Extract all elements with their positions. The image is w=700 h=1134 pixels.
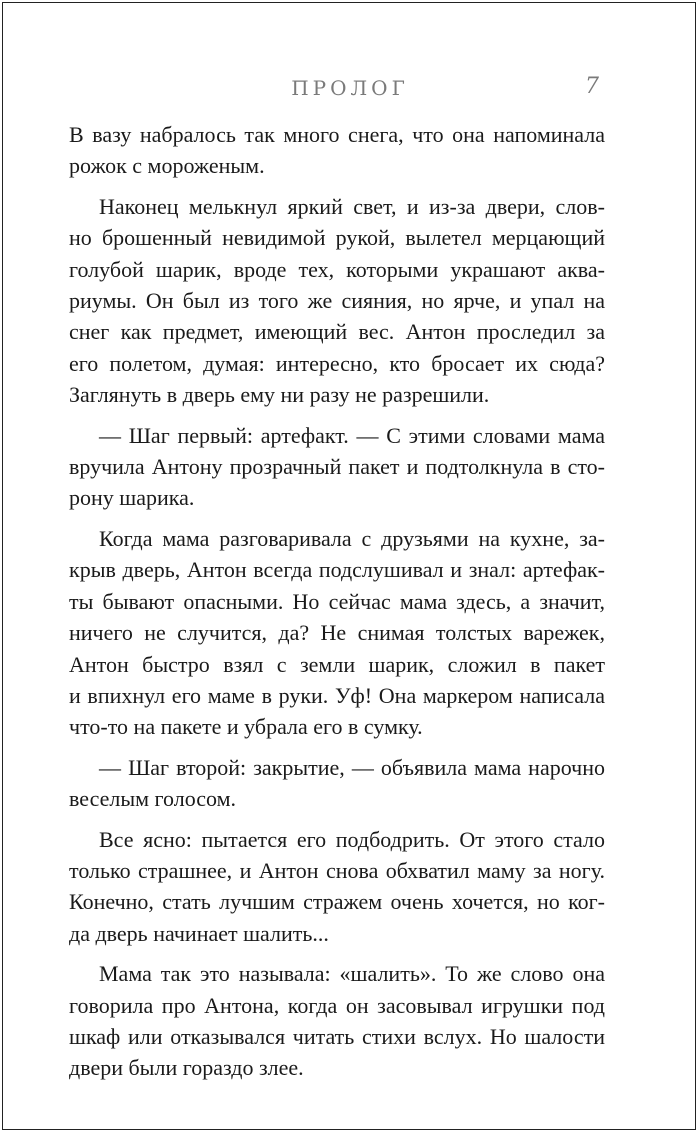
text-line: Мама так это называла: «шалить». То же слово она: [99, 961, 605, 987]
text-line: — Шаг первый: артефакт. — С этими словами мама: [99, 422, 605, 448]
text-line: рону шарика.: [69, 485, 195, 511]
text-line: шкаф или отказывался читать стихи вслух. Но шалости: [69, 1023, 605, 1049]
book-page: [2, 2, 696, 1130]
text-line: Когда мама разговаривала с друзьями на кухне, за-: [99, 525, 605, 551]
text-line: крыв дверь, Антон всегда подслушивал и знал: артефак-: [69, 557, 605, 583]
text-line: и впихнул его маме в руки. Уф! Она маркером написала: [69, 682, 605, 708]
paragraph: [69, 420, 605, 514]
text-line: но брошенный невидимой рукой, вылетел мерцающий: [69, 225, 605, 251]
text-line: Конечно, стать лучшим стражем очень хочется, но ког-: [69, 889, 605, 915]
paragraph: [69, 119, 605, 182]
text-line: снег как предмет, имеющий вес. Антон проследил за: [69, 319, 605, 345]
section-title: ПРОЛОГ: [291, 76, 409, 100]
text-line: ничего не случится, да? Не снимая толстых варежек,: [69, 620, 605, 646]
body-text: [69, 119, 605, 1093]
paragraph: [69, 523, 605, 743]
paragraph: [69, 752, 605, 815]
paragraph: [69, 191, 605, 411]
text-line: риумы. Он был из того же сияния, но ярче, и упал на: [69, 288, 605, 314]
page-number: 7: [585, 74, 599, 99]
text-line: только страшнее, и Антон снова обхватил маму за ногу.: [69, 857, 605, 883]
text-line: В вазу набралось так много снега, что она напоминала: [69, 122, 605, 147]
text-line: Заглянуть в дверь ему ни разу не разрешили.: [69, 382, 490, 408]
text-line: что-то на пакете и убрала его в сумку.: [69, 714, 423, 740]
text-line: — Шаг второй: закрытие, — объявила мама нарочно: [99, 754, 605, 780]
text-line: его полетом, думая: интересно, кто бросает их сюда?: [69, 350, 605, 376]
text-line: да дверь начинает шалить...: [69, 920, 329, 946]
text-line: Все ясно: пытается его подбодрить. От этого стало: [99, 826, 605, 852]
paragraph: [69, 958, 605, 1084]
text-line: вручила Антону прозрачный пакет и подтолкнула в сто-: [69, 454, 605, 480]
text-line: двери были гораздо злее.: [69, 1055, 304, 1081]
text-line: Наконец мелькнул яркий свет, и из-за двери, слов-: [99, 193, 605, 219]
paragraph: [69, 824, 605, 950]
text-line: говорила про Антона, когда он засовывал игрушки под: [69, 992, 605, 1018]
text-line: рожок с мороженым.: [69, 153, 265, 179]
running-head: [3, 74, 697, 104]
text-line: веселым голосом.: [69, 786, 237, 812]
text-line: Антон быстро взял с земли шарик, сложил в пакет: [69, 651, 605, 677]
text-line: голубой шарик, вроде тех, которыми украшают аква-: [69, 256, 605, 282]
text-line: ты бывают опасными. Но сейчас мама здесь, а значит,: [69, 588, 605, 614]
